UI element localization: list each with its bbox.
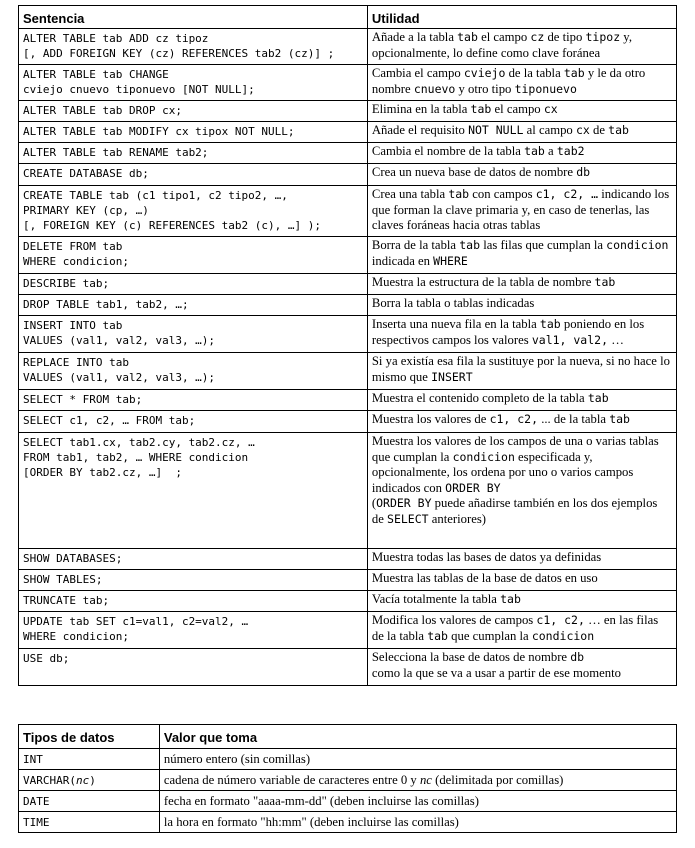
code-term: db [576,165,591,179]
desc-text: el campo [491,102,544,116]
desc-text: … en las filas de la tabla [371,613,659,643]
sentencia-line: INSERT INTO tab [23,319,123,332]
value-cell [159,770,676,791]
header-utilidad: Utilidad [367,6,676,29]
table-row [19,164,677,186]
sentencia-cell [19,237,368,274]
sentencia-cell [19,411,368,433]
data-type-text: nc [75,773,90,787]
desc-text: Si ya existía esa fila la sustituye por la nueva, si no hace lo mismo que [371,354,670,384]
sentencia-line: UPDATE tab SET c1=val1, c2=val2, … [23,615,249,628]
table-row [19,29,677,65]
desc-text: … [608,332,624,347]
utilidad-cell [367,316,676,353]
desc-text: Cambia el nombre de la tabla [371,144,525,158]
table-row [19,812,677,833]
code-term: condicion [531,628,595,643]
table-row [19,274,677,295]
sentencia-cell [19,612,368,649]
desc-text: Muestra todas las bases de datos ya definidas [371,550,602,564]
data-type-text: VARCHAR( [23,773,76,787]
sentencia-line: PRIMARY KEY (cp, …) [23,204,149,217]
sentencia-cell [19,570,368,591]
sentencia-line: CREATE DATABASE db; [23,167,149,180]
sql-commands-table [18,5,677,686]
sentencia-line: SELECT * FROM tab; [23,393,143,406]
code-term: db [570,650,585,664]
code-term: SELECT [387,511,429,526]
value-cell [159,749,676,770]
data-types-table [18,724,677,833]
table-row [19,65,677,101]
code-term: ORDER BY [445,480,501,495]
table-row [19,770,677,791]
utilidad-cell [367,549,676,570]
code-term: tipoz [585,30,621,44]
table-row [19,791,677,812]
utilidad-cell [367,591,676,612]
utilidad-cell [367,237,676,274]
table-row [19,591,677,612]
table-row [19,101,677,122]
desc-text: de la tabla [505,66,564,80]
utilidad-cell [367,649,676,686]
code-term: val1, val2, [531,332,609,347]
sentencia-cell [19,316,368,353]
code-term: c1, c2, [489,412,539,426]
desc-text: al campo [523,123,576,137]
code-term: condicion [606,238,669,252]
sentencia-line: DESCRIBE tab; [23,277,110,290]
table-header-row [19,725,677,749]
code-term: tab [500,592,521,606]
utilidad-cell [367,101,676,122]
code-term: c1, c2, [536,613,585,627]
desc-text: poniendo en los respectivos campos los valores [371,317,645,347]
code-term: tab [539,317,561,331]
desc-text: a [544,144,557,158]
desc-text: Cambia el campo [371,66,464,80]
sentencia-cell [19,433,368,549]
sentencia-line: VALUES (val1, val2, val3, …); [23,371,216,384]
sentencia-line: [, ADD FOREIGN KEY (cz) REFERENCES tab2 (cz)] ; [23,47,335,60]
sentencia-line: ALTER TABLE tab CHANGE [23,68,169,81]
sentencia-line: ALTER TABLE tab RENAME tab2; [23,146,209,159]
utilidad-cell [367,122,676,143]
value-text: fecha en formato "aaaa-mm-dd" (deben incluirse las comillas) [163,793,479,808]
utilidad-cell [367,433,676,549]
data-type-text: INT [23,752,43,766]
utilidad-cell [367,143,676,164]
utilidad-cell [367,164,676,186]
desc-text: Muestra los valores de [371,412,490,426]
sentencia-line: [ORDER BY tab2.cz, …] ; [23,466,182,479]
value-cell [159,812,676,833]
table-row [19,316,677,353]
table-row [19,411,677,433]
value-text: cadena de número variable de caracteres entre 0 y [163,772,420,787]
sentencia-line: cviejo cnuevo tiponuevo [NOT NULL]; [23,83,255,96]
sentencia-cell [19,353,368,390]
desc-text: Elimina en la tabla [371,102,471,116]
code-term: tab [459,238,481,252]
value-text: número entero (sin comillas) [163,751,311,766]
desc-text: Borra la tabla o tablas indicadas [371,296,535,310]
desc-text: Vacía totalmente la tabla [371,592,501,606]
table-row [19,433,677,549]
sentencia-line: CREATE TABLE tab (c1 tipo1, c2 tipo2, …, [23,189,288,202]
utilidad-cell [367,295,676,316]
code-term: WHERE [433,253,468,268]
code-term: cx [543,102,558,116]
header-valor-que-toma: Valor que toma [159,725,676,749]
table-row [19,390,677,411]
desc-text: y otro tipo [455,81,515,96]
table-header-row [19,6,677,29]
sentencia-line: VALUES (val1, val2, val3, …); [23,334,216,347]
code-term: INSERT [431,369,473,384]
desc-text: indicada en [371,253,434,268]
sentencia-cell [19,29,368,65]
sentencia-line: SELECT tab1.cx, tab2.cy, tab2.cz, … [23,436,255,449]
utilidad-cell [367,29,676,65]
table-row [19,749,677,770]
desc-text: y, opcionalmente, lo define como clave foránea [371,30,632,60]
sentencia-line: ALTER TABLE tab MODIFY cx tipox NOT NULL; [23,125,295,138]
sentencia-cell [19,186,368,237]
code-term: tab [470,102,492,116]
desc-text: Muestra las tablas de la base de datos en uso [371,571,598,585]
sentencia-line: SHOW TABLES; [23,573,103,586]
desc-text: las filas que cumplan la [480,238,607,252]
header-sentencia: Sentencia [19,6,368,29]
value-text: nc [419,772,432,787]
code-term: tiponuevo [514,81,577,96]
data-type-text: ) [89,773,96,787]
desc-text: Modifica los valores de campos [371,613,537,627]
code-term: ORDER BY [376,496,432,510]
code-term: tab [563,66,585,80]
desc-text: especificada y, opcionalmente, los ordena por uno o varios campos indicados con [371,449,634,495]
utilidad-cell [367,353,676,390]
desc-text: anteriores) [428,511,486,526]
desc-text: que cumplan la [447,628,532,643]
table-row [19,237,677,274]
sentencia-line: WHERE condicion; [23,630,129,643]
utilidad-cell [367,612,676,649]
code-term: tab [457,30,478,44]
sentencia-line: SHOW DATABASES; [23,552,123,565]
desc-text: Inserta una nueva fila en la tabla [371,317,540,331]
desc-text: y le da otro nombre [371,66,646,96]
desc-text: indicando los que forman la clave primaria y, en caso de tenerlas, las claves foráneas hacia otras tablas [371,187,670,232]
code-term: condicion [452,449,515,464]
value-cell [159,791,676,812]
code-term: cviejo [463,66,506,80]
desc-text: con campos [469,187,536,201]
sentencia-cell [19,649,368,686]
sentencia-cell [19,101,368,122]
sentencia-cell [19,549,368,570]
sentencia-cell [19,295,368,316]
desc-text: Selecciona la base de datos de nombre [371,650,571,664]
code-term: tab [448,187,470,201]
sentencia-cell [19,591,368,612]
code-term: tab [587,391,609,405]
code-term: cx [575,123,590,137]
utilidad-cell [367,411,676,433]
table-row [19,549,677,570]
code-term: tab [608,123,629,137]
desc-text: puede añadirse también en los dos ejemplos de [371,496,658,526]
sentencia-cell [19,122,368,143]
data-type-text: TIME [23,815,50,829]
table-row [19,143,677,164]
utilidad-cell [367,65,676,101]
table-row [19,570,677,591]
desc-text: de [589,123,609,137]
code-term: cnuevo [413,81,456,96]
sentencia-cell [19,143,368,164]
sentencia-cell [19,274,368,295]
desc-text: Crea una tabla [371,187,449,201]
utilidad-cell [367,186,676,237]
data-type-text: DATE [23,794,50,808]
header-tipos-de-datos: Tipos de datos [19,725,160,749]
desc-text: Borra de la tabla [371,238,460,252]
desc-text: Añade el requisito [371,123,469,137]
code-term: c1, c2, … [535,187,599,201]
sentencia-cell [19,164,368,186]
sentencia-line: FROM tab1, tab2, … WHERE condicion [23,451,249,464]
table-row [19,612,677,649]
desc-text: Muestra el contenido completo de la tabla [371,391,588,405]
desc-text: Muestra la estructura de la tabla de nombre [371,275,595,289]
desc-text: ( [371,496,377,510]
desc-text: de tipo [544,30,586,44]
code-term: tab [594,275,616,289]
sentencia-line: DELETE FROM tab [23,240,123,253]
sentencia-line: USE db; [23,652,70,665]
utilidad-cell [367,570,676,591]
data-type-cell [19,749,160,770]
utilidad-cell [367,390,676,411]
sentencia-line: DROP TABLE tab1, tab2, …; [23,298,189,311]
desc-text: Añade a la tabla [371,30,458,44]
code-term: tab [524,144,545,158]
data-type-cell [19,812,160,833]
sentencia-line: ALTER TABLE tab ADD cz tipoz [23,32,209,45]
sentencia-line: ALTER TABLE tab DROP cx; [23,104,182,117]
data-type-cell [19,791,160,812]
sentencia-line: SELECT c1, c2, … FROM tab; [23,414,196,427]
sentencia-line: [, FOREIGN KEY (c) REFERENCES tab2 (c), …] ); [23,219,322,232]
value-text: (delimitada por comillas) [431,772,564,787]
sentencia-cell [19,65,368,101]
code-term: tab [427,628,448,643]
code-term: tab [609,412,630,426]
sentencia-line: REPLACE INTO tab [23,356,129,369]
desc-text: el campo [477,30,531,44]
desc-text: Muestra los valores de los campos de una o varias tablas que cumplan la [371,434,659,464]
code-term: cz [530,30,545,44]
table-row [19,353,677,390]
data-type-cell [19,770,160,791]
sentencia-line: TRUNCATE tab; [23,594,110,607]
table-row [19,295,677,316]
value-text: la hora en formato "hh:mm" (deben incluirse las comillas) [163,814,459,829]
table-row [19,122,677,143]
sentencia-cell [19,390,368,411]
desc-text: ... de la tabla [538,412,610,426]
table-row [19,186,677,237]
code-term: NOT NULL [468,123,524,137]
desc-text: Crea un nueva base de datos de nombre [371,165,577,179]
table-row [19,649,677,686]
sentencia-line: WHERE condicion; [23,255,129,268]
code-term: tab2 [556,144,585,158]
desc-text: como la que se va a usar a partir de ese momento [371,665,621,680]
utilidad-cell [367,274,676,295]
